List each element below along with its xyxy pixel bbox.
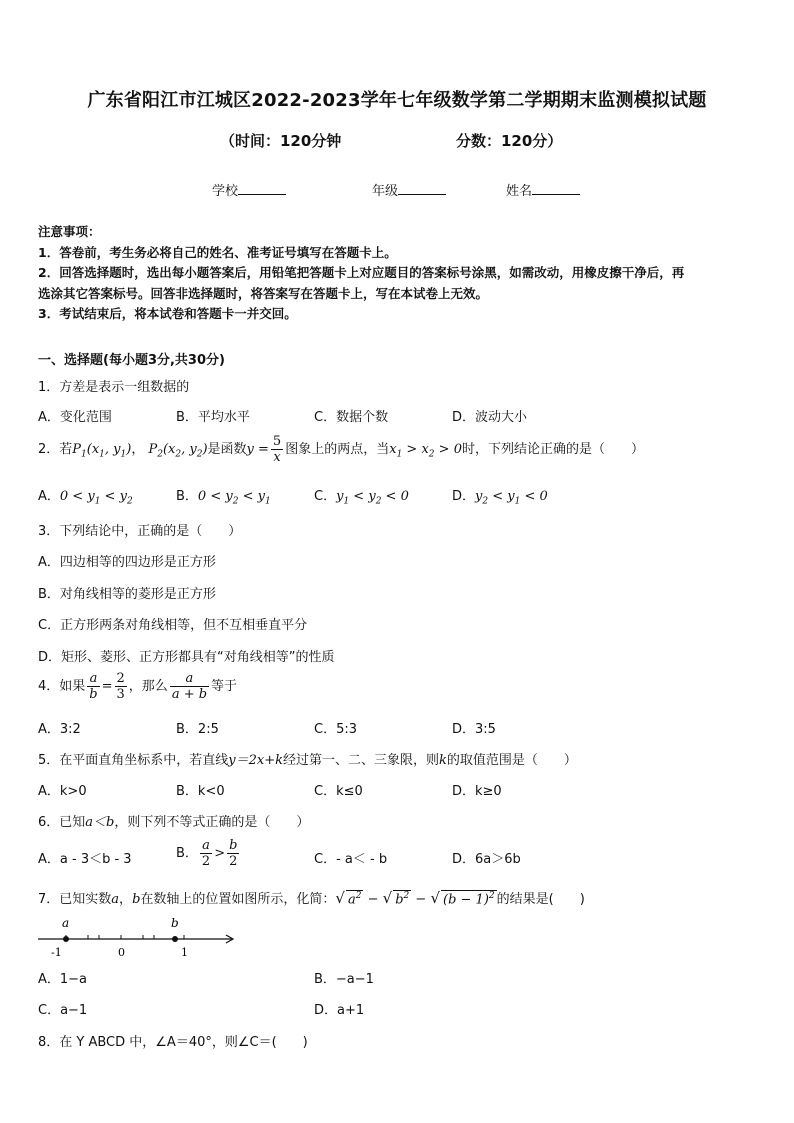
q4-frac2-num: 2 bbox=[116, 671, 125, 686]
q4-frac-23 bbox=[115, 671, 127, 702]
question-4-stem bbox=[38, 671, 237, 702]
question-8-stem: 8．在 Y ABCD 中，∠A＝40°，则∠C＝( ) bbox=[38, 1035, 308, 1050]
q4-option-c[interactable]: C．5:3 bbox=[314, 722, 357, 737]
q4-suffix: 等于 bbox=[211, 679, 238, 694]
label-a: a bbox=[62, 916, 70, 930]
q4-option-a[interactable]: A．3:2 bbox=[38, 722, 81, 737]
q6-b-gt: > bbox=[214, 846, 226, 861]
q6-b-n1: a bbox=[200, 838, 212, 854]
q5-k: k bbox=[439, 753, 447, 768]
q7-minus-2: − bbox=[411, 892, 431, 907]
q7-option-c[interactable]: C．a−1 bbox=[38, 1003, 88, 1018]
notes-heading: 注意事项： bbox=[38, 224, 101, 239]
note-item: 3．考试结束后，将本试卷和答题卡一并交回。 bbox=[38, 306, 297, 321]
q3-option-c[interactable]: C．正方形两条对角线相等，但不互相垂直平分 bbox=[38, 618, 308, 633]
q7-prefix: 7．已知实数 bbox=[38, 892, 112, 907]
label-one: 1 bbox=[181, 946, 188, 959]
q2-text: 是函数 bbox=[207, 442, 247, 457]
q7-sqrt-a2: $a^2$ bbox=[347, 890, 362, 907]
q6-option-c[interactable]: C．- a＜ - b bbox=[314, 852, 388, 867]
q6-option-b[interactable] bbox=[176, 838, 241, 869]
q2-a-expr: $0 < y_1 < y_2$ bbox=[59, 489, 133, 507]
q2-cond: $x_1 > x_2 > 0$ bbox=[389, 442, 462, 460]
q7-sep: ， bbox=[119, 892, 133, 907]
label-minus-one: -1 bbox=[51, 946, 62, 959]
label-b: b bbox=[171, 916, 179, 930]
q1-option-d[interactable]: D．波动大小 bbox=[452, 410, 528, 425]
name-blank[interactable] bbox=[532, 182, 580, 195]
q6-b-label: B． bbox=[176, 846, 198, 861]
q4-frac1-num: a bbox=[87, 671, 99, 687]
name-label: 姓名 bbox=[506, 184, 533, 199]
q4-frac-target bbox=[170, 671, 209, 702]
q4-mid: ，那么 bbox=[128, 679, 168, 694]
q2-text2: 图象上的两点，当 bbox=[285, 442, 390, 457]
q4-equals: = bbox=[101, 679, 113, 694]
note-item: 1．答卷前，考生务必将自己的姓名、准考证号填写在答题卡上。 bbox=[38, 244, 397, 260]
q2-text3: 时，下列结论正确的是（ ） bbox=[461, 442, 644, 457]
q4-frac3-num: a bbox=[170, 671, 209, 687]
notes-block bbox=[38, 222, 758, 325]
q7-suffix: 的结果是( ) bbox=[496, 892, 585, 907]
question-6-stem bbox=[38, 811, 309, 830]
q7-option-a[interactable]: A．1−a bbox=[38, 972, 88, 987]
q1-option-b[interactable]: B．平均水平 bbox=[176, 410, 250, 425]
q7-sqrt-b2: $b^2$ bbox=[395, 890, 410, 907]
q4-frac2-den: 3 bbox=[116, 687, 125, 702]
q2-option-c[interactable] bbox=[314, 485, 409, 507]
q2-option-d[interactable] bbox=[452, 485, 548, 507]
q5-prefix: 5．在平面直角坐标系中，若直线 bbox=[38, 753, 229, 768]
q4-frac1-den: b bbox=[89, 687, 98, 702]
q5-expr: y＝2x+k bbox=[228, 753, 283, 768]
q5-option-c[interactable]: C．k≤0 bbox=[314, 784, 363, 799]
q6-b-d1: 2 bbox=[201, 854, 211, 869]
q2-sep: ， bbox=[131, 442, 145, 457]
q5-suffix: 经过第一、二、三象限，则 bbox=[283, 753, 440, 768]
q2-option-a[interactable] bbox=[38, 485, 133, 507]
q7-minus-1: − bbox=[363, 892, 383, 907]
grade-label: 年级 bbox=[372, 184, 399, 199]
q3-option-a[interactable]: A．四边相等的四边形是正方形 bbox=[38, 555, 216, 570]
q5-option-a[interactable]: A．k>0 bbox=[38, 784, 87, 799]
section-heading: 一、选择题(每小题3分,共30分) bbox=[38, 353, 225, 368]
question-1-stem: 1．方差是表示一组数据的 bbox=[38, 380, 190, 395]
q6-b-n2: b bbox=[229, 838, 238, 853]
q7-mid: 在数轴上的位置如图所示，化简： bbox=[140, 892, 336, 907]
q7-b: b bbox=[132, 892, 141, 907]
note-item: 2．回答选择题时，选出每小题答案后，用铅笔把答题卡上对应题目的答案标号涂黑，如需改动，用橡皮擦干净后，再 bbox=[38, 265, 685, 280]
q2-p1: $P_1(x_1$, $y_1$) bbox=[72, 442, 132, 460]
q2-prefix: 2．若 bbox=[38, 442, 73, 457]
q6-b-frac2 bbox=[227, 838, 239, 869]
question-2-stem bbox=[38, 434, 644, 465]
q5-option-b[interactable]: B．k<0 bbox=[176, 784, 225, 799]
q1-option-c[interactable]: C．数据个数 bbox=[314, 410, 389, 425]
q4-option-d[interactable]: D．3:5 bbox=[452, 722, 496, 737]
q4-option-b[interactable]: B．2:5 bbox=[176, 722, 219, 737]
q3-option-b[interactable]: B．对角线相等的菱形是正方形 bbox=[38, 587, 216, 602]
q7-radical-2: √ bbox=[382, 889, 393, 907]
q4-frac3-den: a + b bbox=[171, 687, 208, 702]
q6-suffix: ，则下列不等式正确的是（ ） bbox=[114, 815, 310, 830]
school-blank[interactable] bbox=[238, 182, 286, 195]
q2-c-label: C． bbox=[314, 489, 337, 504]
q7-option-b[interactable]: B．−a−1 bbox=[314, 972, 374, 987]
q2-c-expr: $y_1 < y_2 < 0$ bbox=[336, 489, 409, 507]
q2-d-label: D． bbox=[452, 489, 476, 504]
number-line-figure bbox=[34, 914, 244, 960]
q3-option-d[interactable]: D．矩形、菱形、正方形都具有“对角线相等”的性质 bbox=[38, 650, 335, 665]
grade-blank[interactable] bbox=[398, 182, 446, 195]
q2-d-expr: $y_2 < y_1 < 0$ bbox=[475, 489, 548, 507]
q2-frac-num: 5 bbox=[272, 434, 282, 449]
exam-title: 广东省阳江市江城区2022-2023学年七年级数学第二学期期末监测模拟试题 bbox=[87, 90, 707, 111]
q6-option-d[interactable]: D．6a＞6b bbox=[452, 852, 521, 867]
q2-func: y = bbox=[246, 442, 269, 457]
question-5-stem bbox=[38, 749, 577, 768]
point-b bbox=[172, 936, 178, 942]
point-a bbox=[63, 936, 69, 942]
note-item: 选涂其它答案标号。回答非选择题时，将答案写在答题卡上，写在本试卷上无效。 bbox=[38, 285, 489, 301]
q5-option-d[interactable]: D．k≥0 bbox=[452, 784, 502, 799]
question-3-stem: 3．下列结论中，正确的是（ ） bbox=[38, 524, 242, 539]
q6-prefix: 6．已知 bbox=[38, 815, 86, 830]
q2-frac-den: x bbox=[273, 450, 281, 465]
q1-option-a[interactable]: A．变化范围 bbox=[38, 410, 112, 425]
q7-radical-3: √ bbox=[430, 889, 440, 907]
school-label: 学校 bbox=[212, 184, 239, 199]
time-label: （时间：120分钟 bbox=[220, 132, 342, 150]
q2-a-label: A． bbox=[38, 489, 60, 504]
q4-frac-ab bbox=[87, 671, 99, 702]
q2-b-expr: $0 < y_2 < y_1$ bbox=[197, 489, 271, 507]
q5-suffix2: 的取值范围是（ ） bbox=[446, 753, 577, 768]
q6-b-frac1 bbox=[200, 838, 212, 869]
q6-cond: a＜b bbox=[85, 815, 115, 830]
q2-b-label: B． bbox=[176, 489, 198, 504]
q6-b-d2: 2 bbox=[229, 854, 238, 869]
q4-prefix: 4．如果 bbox=[38, 679, 86, 694]
question-7-stem bbox=[38, 888, 585, 907]
q7-a: a bbox=[111, 892, 120, 907]
q6-option-a[interactable]: A．a - 3＜b - 3 bbox=[38, 852, 132, 867]
label-zero: 0 bbox=[118, 946, 125, 959]
q2-p2: $P_2(x_2$, $y_2$) bbox=[148, 442, 208, 460]
q7-option-d[interactable]: D．a+1 bbox=[314, 1003, 365, 1018]
q2-option-b[interactable] bbox=[176, 485, 271, 507]
q7-radical-1: √ bbox=[335, 889, 345, 907]
score-label: 分数：120分） bbox=[456, 132, 563, 150]
q2-fraction bbox=[271, 434, 283, 465]
q7-sqrt-b1: $(b - 1)^2$ bbox=[443, 890, 495, 907]
